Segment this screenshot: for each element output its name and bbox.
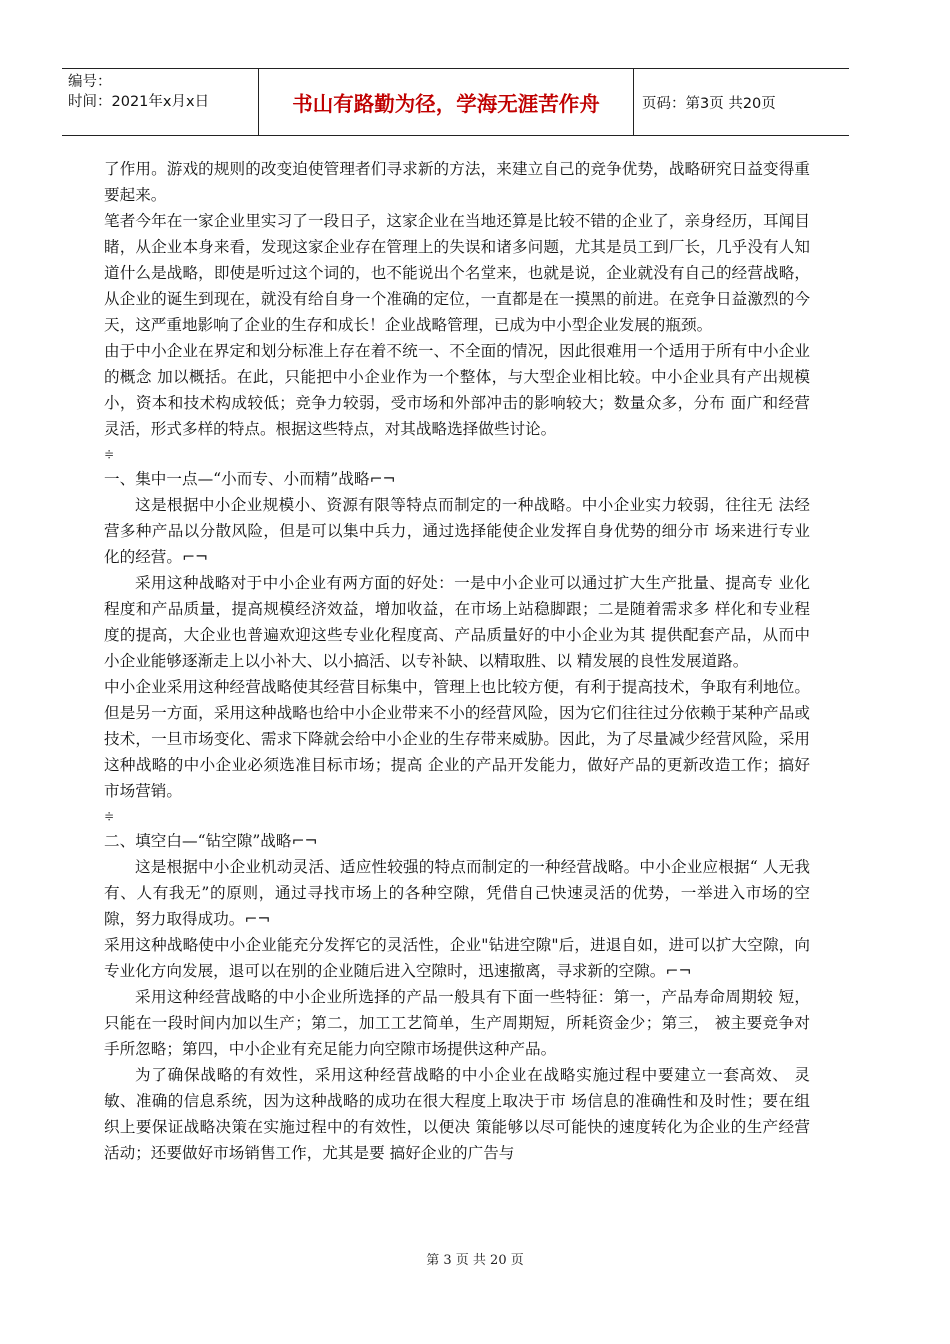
section-marker: ≑: [104, 447, 115, 461]
header-page-info: 页码：第3页 共20页: [642, 95, 776, 112]
body-paragraph: 采用这种经营战略的中小企业所选择的产品一般具有下面一些特征：第一，产品寿命周期较 短，只能在一段时间内加以生产；第二，加工工艺简单，生产周期短，所耗资金少；第三， 被主要竞争对手所忽略；第四，中小企业有充足能力向空隙市场提供这种产品。: [104, 988, 810, 1058]
body-paragraph: 中小企业采用这种经营战略使其经营目标集中，管理上也比较方便，有利于提高技术，争取有利地位。但是另一方面，采用这种战略也给中小企业带来不小的经营风险，因为它们往往过分依赖于某种产品或技术，一旦市场变化、需求下降就会给中小企业的生存带来威胁。因此，为了尽量减少经营风险，采用这种战略的中小企业必须选准目标市场；提高 企业的产品开发能力，做好产品的更新改造工作；搞好市场营销。: [104, 678, 810, 800]
header-motto: 书山有路勤为径，学海无涯苦作舟: [258, 69, 634, 135]
section-heading-1: 一、集中一点—“小而专、小而精”战略⌐¬: [104, 470, 396, 488]
body-paragraph: 这是根据中小企业机动灵活、适应性较强的特点而制定的一种经营战略。中小企业应根据“ 人无我有、人有我无”的原则，通过寻找市场上的各种空隙，凭借自己快速灵活的优势，一举进入市场的空隙，努力取得成功。⌐¬: [104, 858, 810, 928]
section-marker: ≑: [104, 809, 115, 823]
body-paragraph: 由于中小企业在界定和划分标准上存在着不统一、不全面的情况，因此很难用一个适用于所有中小企业的概念 加以概括。在此，只能把中小企业作为一个整体，与大型企业相比较。中小企业具有产出规模小，资本和技术构成较低；竞争力较弱，受市场和外部冲击的影响较大；数量众多，分布 面广和经营灵活，形式多样的特点。根据这些特点，对其战略选择做些讨论。: [104, 342, 810, 438]
body-paragraph: 采用这种战略使中小企业能充分发挥它的灵活性，企业"钻进空隙"后，进退自如，进可以扩大空隙，向专业化方向发展，退可以在别的企业随后进入空隙时，迅速撤离，寻求新的空隙。⌐¬: [104, 936, 810, 980]
body-paragraph: 为了确保战略的有效性，采用这种经营战略的中小企业在战略实施过程中要建立一套高效、 灵敏、准确的信息系统，因为这种战略的成功在很大程度上取决于市 场信息的准确性和及时性；要在组织上要保证战略决策在实施过程中的有效性，以便决 策能够以尽可能快的速度转化为企业的生产经营活动；还要做好市场销售工作，尤其是要 搞好企业的广告与: [104, 1066, 810, 1162]
document-number-label: 编号：: [68, 74, 112, 90]
section-heading-2: 二、填空白—“钻空隙”战略⌐¬: [104, 832, 318, 850]
body-paragraph: 采用这种战略对于中小企业有两方面的好处：一是中小企业可以通过扩大生产批量、提高专 业化程度和产品质量，提高规模经济效益，增加收益，在市场上站稳脚跟；二是随着需求多 样化和专业程度的提高，大企业也普遍欢迎这些专业化程度高、产品质量好的中小企业为其 提供配套产品，从而中小企业能够逐渐走上以小补大、以小搞活、以专补缺、以精取胜、以 精发展的良性发展道路。: [104, 574, 810, 670]
body-paragraph: 了作用。游戏的规则的改变迫使管理者们寻求新的方法，来建立自己的竞争优势，战略研究日益变得重要起来。: [104, 160, 810, 204]
header-meta: [62, 69, 258, 135]
document-time-label: 时间：2021年x月x日: [68, 94, 210, 110]
body-paragraph: 笔者今年在一家企业里实习了一段日子，这家企业在当地还算是比较不错的企业了，亲身经历，耳闻目睹，从企业本身来看，发现这家企业存在管理上的失误和诸多问题，尤其是员工到厂长，几乎没有人知道什么是战略，即使是听过这个词的，也不能说出个名堂来，也就是说，企业就没有自己的经营战略，从企业的诞生到现在，就没有给自身一个准确的定位，一直都是在一摸黑的前进。在竞争日益激烈的今天，这严重地影响了企业的生存和成长！企业战略管理，已成为中小型企业发展的瓶颈。: [104, 212, 810, 334]
body-paragraph: 这是根据中小企业规模小、资源有限等特点而制定的一种战略。中小企业实力较弱，往往无 法经营多种产品以分散风险，但是可以集中兵力，通过选择能使企业发挥自身优势的细分市 场来进行专业化的经营。⌐¬: [104, 496, 810, 566]
document-header: [62, 68, 849, 136]
document-body: [104, 156, 810, 1166]
page-footer: 第 3 页 共 20 页: [426, 1253, 524, 1268]
